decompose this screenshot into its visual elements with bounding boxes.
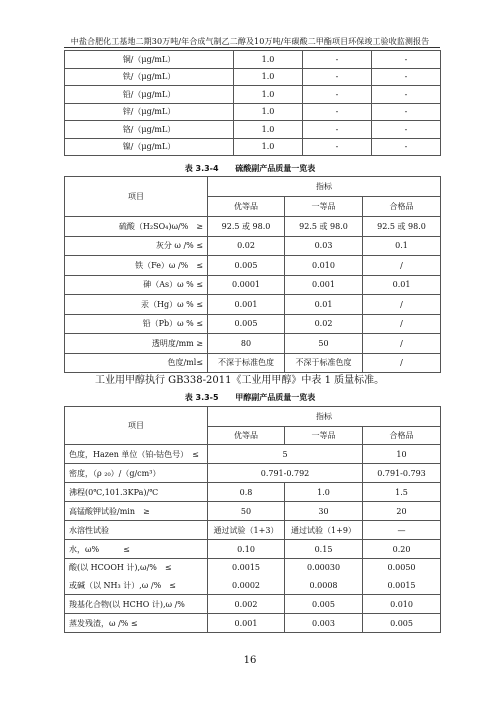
col-index-header: 指标 <box>208 177 441 197</box>
table-row <box>65 540 441 559</box>
table-row <box>65 103 441 121</box>
col-index-header: 指标 <box>208 407 441 427</box>
cell-value: 0.0015 <box>208 559 285 577</box>
cell-value: 0.15 <box>285 540 363 559</box>
cell-value: 1.0 <box>234 68 303 86</box>
cell-value: 0.005 <box>208 256 285 276</box>
cell-value: - <box>303 51 372 69</box>
cell-value: 92.5 或 98.0 <box>208 217 285 237</box>
cell-value: 92.5 或 98.0 <box>285 217 363 237</box>
cell-value: - <box>303 138 372 156</box>
row-label: 铅/（μg/mL） <box>65 86 234 104</box>
methanol-table <box>64 406 441 633</box>
caption-title: 硫酸副产品质量一览表 <box>235 164 316 173</box>
cell-value: 0.003 <box>285 614 363 633</box>
table-3-3-5-caption <box>0 392 500 403</box>
cell-value: 0.02 <box>285 314 363 334</box>
table-row <box>65 275 441 295</box>
cell-value: 0.001 <box>208 614 285 633</box>
cell-value: 1.0 <box>234 138 303 156</box>
row-label: 羧基化合物(以 HCHO 计),ω /% <box>65 595 208 614</box>
cell-value: 不深于标准色度 <box>208 353 285 373</box>
grade-header: 优等品 <box>208 197 285 217</box>
row-label: 铜/（μg/mL） <box>65 51 234 69</box>
cell-value: 1.0 <box>234 51 303 69</box>
cell-value: 0.01 <box>363 275 441 295</box>
row-label: 铁/（μg/mL） <box>65 68 234 86</box>
cell-value: 0.0001 <box>208 275 285 295</box>
cell-value: - <box>372 68 441 86</box>
row-label: 密度，（ρ ₂₀）/（g/cm³） <box>65 464 208 483</box>
table-row <box>65 353 441 373</box>
cell-value: - <box>303 103 372 121</box>
table-row <box>65 483 441 502</box>
table-row <box>65 559 441 577</box>
cell-value: 0.01 <box>285 295 363 315</box>
caption-number: 表 3.3-4 <box>184 164 219 173</box>
row-label: 色度，Hazen 单位（铂-钴色号） ≤ <box>65 445 208 464</box>
row-label: 水溶性试验 <box>65 521 208 540</box>
cell-value: 0.002 <box>208 595 285 614</box>
table-row <box>65 236 441 256</box>
grade-header: 合格品 <box>363 427 441 445</box>
table-row <box>65 68 441 86</box>
cell-value: 0.03 <box>285 236 363 256</box>
grade-header: 一等品 <box>285 197 363 217</box>
table-row <box>65 334 441 354</box>
table-row <box>65 577 441 595</box>
table-row <box>65 595 441 614</box>
cell-value: / <box>363 314 441 334</box>
cell-value: 30 <box>285 502 363 521</box>
row-label: 砷（As）ω % ≤ <box>65 275 208 295</box>
row-label: 铬/（μg/mL） <box>65 121 234 139</box>
table-row <box>65 464 441 483</box>
table-row <box>65 314 441 334</box>
cell-value: 20 <box>363 502 441 521</box>
row-label: 灰分 ω /% ≤ <box>65 236 208 256</box>
cell-value: - <box>372 103 441 121</box>
cell-value: 通过试验（1+3） <box>208 521 285 540</box>
grade-header: 一等品 <box>285 427 363 445</box>
row-label: 水，ω% ≤ <box>65 540 208 559</box>
table-row <box>65 217 441 237</box>
table-row <box>65 138 441 156</box>
cell-value: 0.005 <box>208 314 285 334</box>
standard-paragraph: 工业用甲醇执行 GB338-2011《工业用甲醇》中表 1 质量标准。 <box>95 375 385 386</box>
cell-value: 0.010 <box>285 256 363 276</box>
cell-value: 通过试验（1+9） <box>285 521 363 540</box>
cell-value: 0.010 <box>363 595 441 614</box>
cell-value: - <box>372 86 441 104</box>
table-row <box>65 86 441 104</box>
page-number: 16 <box>243 655 257 666</box>
cell-value: 0.791-0.792 <box>208 464 363 483</box>
cell-value: 不深于标准色度 <box>285 353 363 373</box>
row-label: 高锰酸钾试验/min ≥ <box>65 502 208 521</box>
cell-value: / <box>363 295 441 315</box>
cell-value: - <box>372 121 441 139</box>
cell-value: 92.5 或 98.0 <box>363 217 441 237</box>
cell-value: 0.791-0.793 <box>363 464 441 483</box>
cell-value: 80 <box>208 334 285 354</box>
cell-value: 10 <box>363 445 441 464</box>
row-label: 透明度/mm ≥ <box>65 334 208 354</box>
row-label: 铁（Fe）ω /% ≤ <box>65 256 208 276</box>
row-label: 汞（Hg）ω % ≤ <box>65 295 208 315</box>
table-row <box>65 445 441 464</box>
cell-value: 50 <box>285 334 363 354</box>
row-label: 沸程(0℃,101.3KPa)/℃ <box>65 483 208 502</box>
cell-value: 0.0015 <box>363 577 441 595</box>
row-label: 酸(以 HCOOH 计),ω/% ≤ <box>65 559 208 577</box>
sulfuric-acid-table <box>64 176 441 373</box>
row-label: 硫酸（H₂SO₄)ω/% ≥ <box>65 217 208 237</box>
table-row <box>65 121 441 139</box>
cell-value: 0.0008 <box>285 577 363 595</box>
cell-value: - <box>303 86 372 104</box>
cell-value: 0.001 <box>285 275 363 295</box>
cell-value: - <box>372 138 441 156</box>
cell-value: / <box>363 334 441 354</box>
cell-value: 1.5 <box>363 483 441 502</box>
table-3-3-4-caption <box>0 163 500 174</box>
cell-value: 1.0 <box>234 103 303 121</box>
col-item-header: 项目 <box>65 407 208 445</box>
cell-value: 5 <box>208 445 363 464</box>
cell-value: 0.8 <box>208 483 285 502</box>
cell-value: 0.0002 <box>208 577 285 595</box>
metals-table <box>64 50 441 156</box>
cell-value: 0.001 <box>208 295 285 315</box>
cell-value: — <box>363 521 441 540</box>
row-label: 镍/（μg/mL） <box>65 138 234 156</box>
cell-value: 0.02 <box>208 236 285 256</box>
cell-value: 0.005 <box>285 595 363 614</box>
cell-value: 0.20 <box>363 540 441 559</box>
cell-value: - <box>303 121 372 139</box>
caption-number: 表 3.3-5 <box>184 393 219 402</box>
grade-header: 合格品 <box>363 197 441 217</box>
cell-value: 1.0 <box>234 86 303 104</box>
cell-value: 0.00030 <box>285 559 363 577</box>
cell-value: - <box>372 51 441 69</box>
table-row <box>65 51 441 69</box>
table-row <box>65 614 441 633</box>
cell-value: - <box>303 68 372 86</box>
cell-value: 0.10 <box>208 540 285 559</box>
table-row <box>65 521 441 540</box>
header-rule <box>64 47 440 48</box>
row-label: 铅（Pb）ω % ≤ <box>65 314 208 334</box>
table-row <box>65 295 441 315</box>
cell-value: 1.0 <box>234 121 303 139</box>
cell-value: 50 <box>208 502 285 521</box>
row-label: 或碱（以 NH₃ 计）,ω /% ≤ <box>65 577 208 595</box>
cell-value: 0.1 <box>363 236 441 256</box>
table-row <box>65 502 441 521</box>
col-item-header: 项目 <box>65 177 208 217</box>
cell-value: 1.0 <box>285 483 363 502</box>
row-label: 色度/ml≤ <box>65 353 208 373</box>
page-header: 中盐合肥化工基地二期30万吨/年合成气制乙二醇及10万吨/年碳酸二甲酯项目环保竣工验收监测报告 <box>70 37 430 46</box>
caption-title: 甲醇副产品质量一览表 <box>235 393 316 402</box>
cell-value: 0.0050 <box>363 559 441 577</box>
row-label: 锌/（μg/mL） <box>65 103 234 121</box>
cell-value: / <box>363 353 441 373</box>
table-row <box>65 256 441 276</box>
row-label: 蒸发残渣，ω /% ≤ <box>65 614 208 633</box>
cell-value: 0.005 <box>363 614 441 633</box>
grade-header: 优等品 <box>208 427 285 445</box>
cell-value: / <box>363 256 441 276</box>
